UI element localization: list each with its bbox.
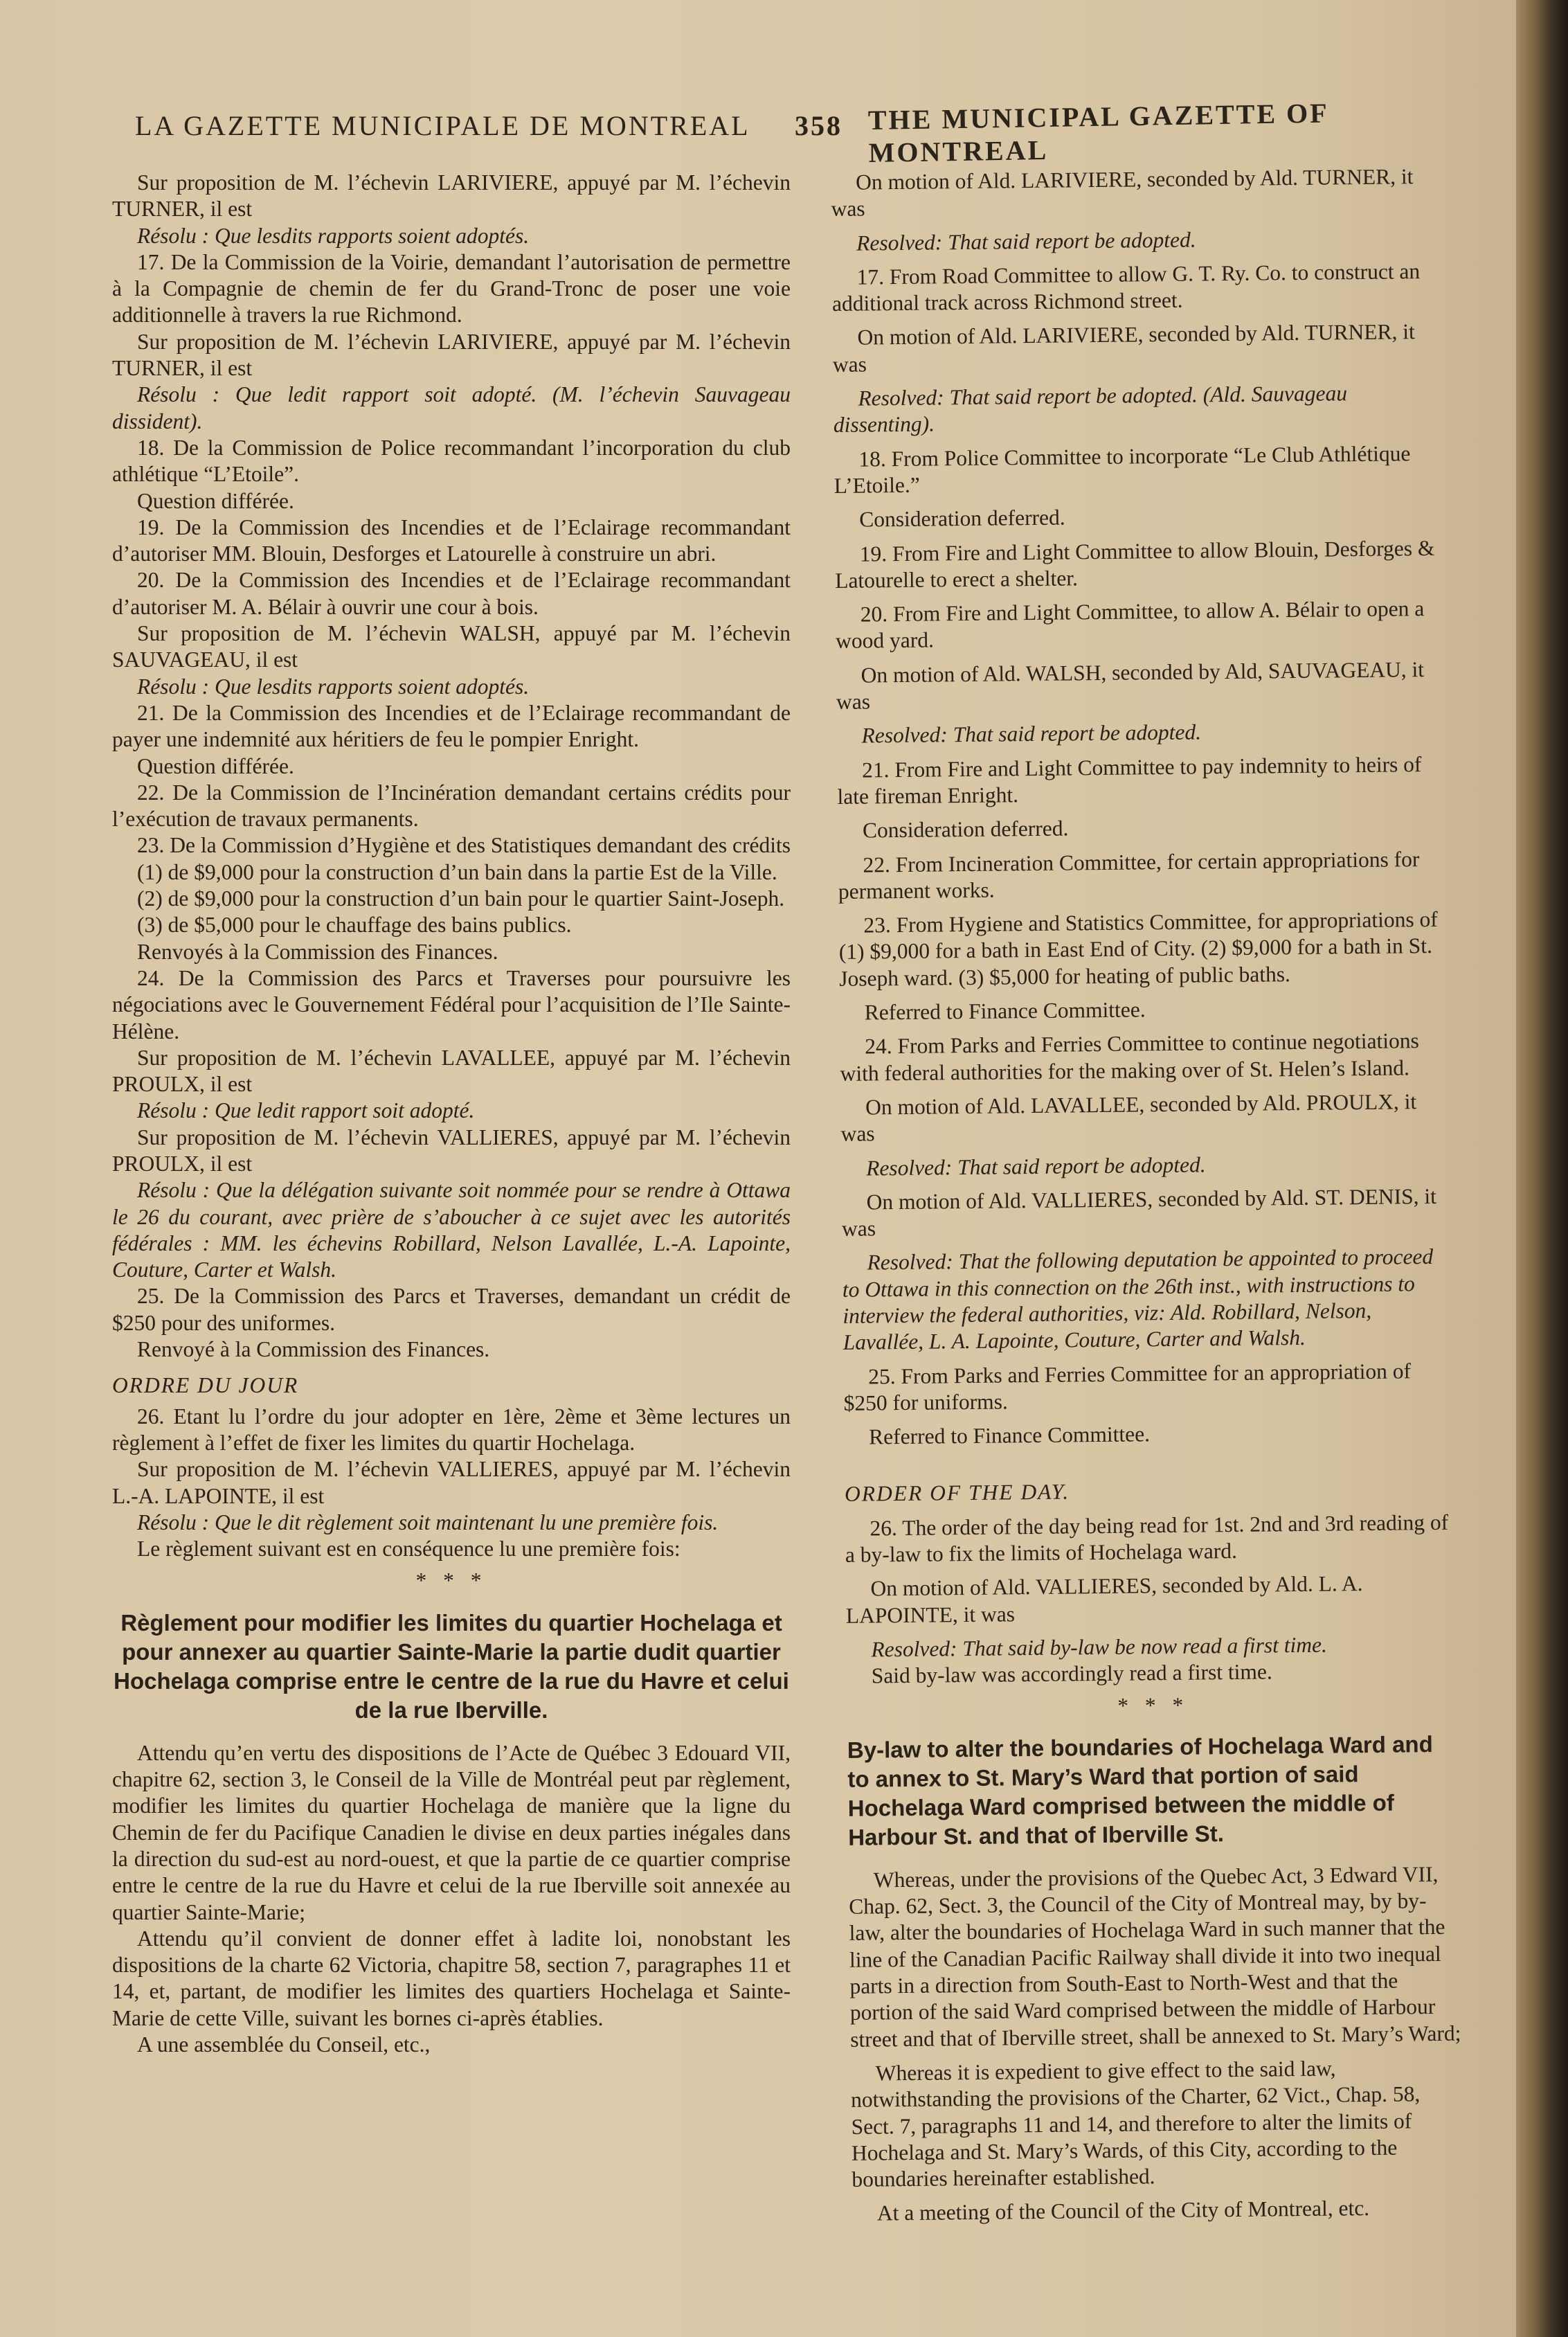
english-column xyxy=(831,164,1461,2235)
english-title: THE MUNICIPAL GAZETTE OF MONTREAL xyxy=(867,97,1328,169)
paragraph: 23. From Hygiene and Statistics Committee, for appropriations of (1) $9,000 for a bath in East End of City. (2) $9,000 for a bath in St. Joseph ward. (3) $5,000 for heating of public baths. xyxy=(838,907,1438,991)
section-separator: * * * xyxy=(1117,1692,1189,1718)
paragraph: Consideration deferred. xyxy=(859,505,1065,532)
paragraph: On motion of Ald. VALLIERES, seconded by Ald. L. A. LAPOINTE, it was xyxy=(845,1571,1363,1628)
paragraph: Resolved: That said report be adopted. xyxy=(856,227,1196,256)
section-separator: * * * xyxy=(415,1568,487,1593)
paragraph: Résolu : Que le dit règlement soit maintenant lu une première fois. xyxy=(137,1510,719,1534)
paragraph: On motion of Ald. VALLIERES, seconded by Ald. ST. DENIS, it was xyxy=(841,1183,1437,1242)
paragraph: Attendu qu’il convient de donner effet à ladite loi, nonobstant les dispositions de la charte 62 Victoria, chapitre 58, section 7, paragraphes 11 et 14, et, partant, de modifier les limites des quartiers Hochelaga et Sainte-Marie de cette Ville, suivant les bornes ci-après établies. xyxy=(112,1926,791,2030)
paragraph: (1) de $9,000 pour la construction d’un bain dans la partie Est de la Ville. xyxy=(137,859,777,884)
paragraph: Renvoyés à la Commission des Finances. xyxy=(137,939,498,964)
order-of-day-title: ORDRE DU JOUR xyxy=(112,1373,299,1398)
french-column xyxy=(112,170,791,2058)
paragraph: 24. De la Commission des Parcs et Traverses pour poursuivre les négociations avec le Gouvernement Fédéral pour l’acquisition de l’Ile Sainte-Hélène. xyxy=(112,965,791,1044)
paragraph: 26. Etant lu l’ordre du jour adopter en 1ère, 2ème et 3ème lectures un règlement à l’effet de fixer les limites du quartir Hochelaga. xyxy=(112,1404,791,1455)
bylaw-heading: By-law to alter the boundaries of Hochelaga Ward and to annex to St. Mary’s Ward that portion of said Hochelaga Ward comprised between the middle of Harbour St. and that of Iberville St. xyxy=(847,1730,1433,1850)
paragraph: On motion of Ald. LAVALLEE, seconded by Ald. PROULX, it was xyxy=(840,1089,1417,1147)
paragraph: Sur proposition de M. l’échevin VALLIERES, appuyé par M. l’échevin L.-A. LAPOINTE, il est xyxy=(112,1457,791,1508)
page-header xyxy=(0,97,1516,169)
paragraph: 22. From Incineration Committee, for certain appropriations for permanent works. xyxy=(838,846,1420,904)
paragraph: 24. From Parks and Ferries Committee to continue negotiations with federal authorities for the making over of St. Helen’s Island. xyxy=(840,1028,1419,1086)
page-number: 358 xyxy=(795,110,842,141)
paragraph: Résolu : Que lesdits rapports soient adoptés. xyxy=(137,223,530,248)
paragraph: At a meeting of the Council of the City of Montreal, etc. xyxy=(876,2196,1370,2226)
paragraph: 21. From Fire and Light Committee to pay indemnity to heirs of late fireman Enright. xyxy=(837,751,1422,809)
paragraph: 19. From Fire and Light Committee to allow Blouin, Desforges & Latourelle to erect a shelter. xyxy=(835,535,1435,593)
paragraph: Resolved: That said report be adopted. xyxy=(861,719,1202,748)
paragraph: Whereas, under the provisions of the Quebec Act, 3 Edward VII, Chap. 62, Sect. 3, the Council of the City of Montreal may, by by-law, alter the boundaries of Hochelaga Ward in such manner that the line of the Canadian Pacific Railway shall divide it into two inequal parts in a direction from South-East to North-West and that the portion of the said Ward comprised between the middle of Harbour street and that of Iberville street, shall be annexed to St. Mary’s Ward; xyxy=(849,1861,1461,2052)
paragraph: Résolu : Que ledit rapport soit adopté. xyxy=(137,1098,475,1123)
paragraph: On motion of Ald. WALSH, seconded by Ald, SAUVAGEAU, it was xyxy=(836,656,1425,715)
paragraph: Sur proposition de M. l’échevin LAVALLEE, appuyé par M. l’échevin PROULX, il est xyxy=(112,1045,791,1097)
paragraph: Le règlement suivant est en conséquence lu une première fois: xyxy=(137,1537,681,1561)
paragraph: Résolu : Que lesdits rapports soient adoptés. xyxy=(137,674,530,699)
paragraph: Sur proposition de M. l’échevin VALLIERES, appuyé par M. l’échevin PROULX, il est xyxy=(112,1125,791,1176)
paragraph: 22. De la Commission de l’Incinération demandant certains crédits pour l’exécution de travaux permanents. xyxy=(112,780,791,832)
paragraph: A une assemblée du Conseil, etc., xyxy=(137,2032,431,2057)
paragraph: Resolved: That said report be adopted. xyxy=(865,1152,1206,1181)
paragraph: Question différée. xyxy=(137,753,294,778)
paragraph: 25. From Parks and Ferries Committee for an appropriation of $250 for uniforms. xyxy=(843,1358,1412,1415)
bylaw-heading: Règlement pour modifier les limites du quartier Hochelaga et pour annexer au quartier Sainte-Marie la partie dudit quartier Hochelaga comprise entre le centre de la rue du Havre et celui de la rue Iberville. xyxy=(114,1609,789,1723)
paragraph: Referred to Finance Committee. xyxy=(868,1422,1151,1449)
paragraph: Said by-law was accordingly read a first time. xyxy=(871,1659,1272,1688)
paragraph: Resolved: That said by-law be now read a first time. xyxy=(871,1632,1328,1662)
paragraph: Referred to Finance Committee. xyxy=(864,997,1146,1025)
paragraph: Consideration deferred. xyxy=(862,816,1069,843)
paragraph: Resolved: That said report be adopted. (Ald. Sauvageau dissenting). xyxy=(833,381,1348,438)
paragraph: Sur proposition de M. l’échevin WALSH, appuyé par M. l’échevin SAUVAGEAU, il est xyxy=(112,621,791,672)
paragraph: Renvoyé à la Commission des Finances. xyxy=(137,1337,490,1362)
paragraph: Sur proposition de M. l’échevin LARIVIERE, appuyé par M. l’échevin TURNER, il est xyxy=(112,170,791,222)
paragraph: (3) de $5,000 pour le chauffage des bains publics. xyxy=(137,913,572,938)
paragraph: 20. De la Commission des Incendies et de l’Eclairage recommandant d’autoriser M. A. Bélair à ouvrir une cour à bois. xyxy=(112,568,791,619)
paragraph: 19. De la Commission des Incendies et de l’Eclairage recommandant d’autoriser MM. Blouin, Desforges et Latourelle à construire un abri. xyxy=(112,514,791,566)
french-title: LA GAZETTE MUNICIPALE DE MONTREAL xyxy=(135,110,750,141)
paragraph: 20. From Fire and Light Committee, to allow A. Bélair to open a wood yard. xyxy=(835,596,1425,654)
paragraph: 25. De la Commission des Parcs et Traverses, demandant un crédit de $250 pour des uniformes. xyxy=(112,1284,791,1335)
paragraph: Résolu : Que la délégation suivante soit nommée pour se rendre à Ottawa le 26 du courant, avec prière de s’aboucher à ce sujet avec les autorités fédérales : MM. les échevins Robillard, Nelson Lavallée, L.-A. Lapointe, Couture, Carter et Walsh. xyxy=(112,1178,791,1282)
paragraph: 21. De la Commission des Incendies et de l’Eclairage recommandant de payer une indemnité aux héritiers de feu le pompier Enright. xyxy=(112,700,791,752)
paragraph: Whereas it is expedient to give effect to the said law, notwithstanding the provisions of the Charter, 62 Vict., Chap. 58, Sect. 7, paragraphs 11 and 14, and therefore to alter the limits of Hochelaga and St. Mary’s Wards, of this City, according to the boundaries hereinafter established. xyxy=(851,2056,1421,2192)
paragraph: On motion of Ald. LARIVIERE, seconded by Ald. TURNER, it was xyxy=(831,164,1414,222)
paragraph: On motion of Ald. LARIVIERE, seconded by Ald. TURNER, it was xyxy=(832,319,1415,377)
book-binding-edge xyxy=(1516,0,1568,2337)
order-of-day-title: ORDER OF THE DAY. xyxy=(844,1479,1070,1507)
paragraph: Sur proposition de M. l’échevin LARIVIERE, appuyé par M. l’échevin TURNER, il est xyxy=(112,329,791,381)
paragraph: 18. De la Commission de Police recommandant l’incorporation du club athlétique “L’Etoile”. xyxy=(112,435,791,487)
paragraph: 23. De la Commission d’Hygiène et des Statistiques demandant des crédits xyxy=(137,833,791,858)
paragraph: 17. De la Commission de la Voirie, demandant l’autorisation de permettre à la Compagnie de chemin de fer du Grand-Tronc de poser une voie additionnelle à travers la rue Richmond. xyxy=(112,249,791,328)
paragraph: Attendu qu’en vertu des dispositions de l’Acte de Québec 3 Edouard VII, chapitre 62, section 3, le Conseil de la Ville de Montréal peut par règlement, modifier les limites du quartier Hochelaga de manière que la ligne du Chemin de fer du Pacifique Canadien le divise en deux parties inégales dans la direction du sud-est au nord-ouest, et que la partie de ce quartier comprise entre le centre de la rue du Havre et celui de la rue Iberville soit annexée au quartier Sainte-Marie; xyxy=(112,1740,791,1924)
paragraph: Question différée. xyxy=(137,488,294,513)
paragraph: Résolu : Que ledit rapport soit adopté. (M. l’échevin Sauvageau dissident). xyxy=(112,382,791,433)
paragraph: 17. From Road Committee to allow G. T. Ry. Co. to construct an additional track across Richmond street. xyxy=(831,258,1421,316)
paragraph: 18. From Police Committee to incorporate “Le Club Athlétique L’Etoile.” xyxy=(833,440,1411,498)
paragraph: Resolved: That the following deputation be appointed to proceed to Ottawa in this connection on the 26th inst., with instructions to interview the federal authorities, viz: Ald. Robillard, Nelson, Lavallée, L. A. Lapointe, Couture, Carter and Walsh. xyxy=(842,1244,1434,1355)
paragraph: 26. The order of the day being read for 1st. 2nd and 3rd reading of a by-law to fix the limits of Hochelaga ward. xyxy=(845,1510,1449,1567)
paragraph: (2) de $9,000 pour la construction d’un bain pour le quartier Saint-Joseph. xyxy=(137,886,785,911)
